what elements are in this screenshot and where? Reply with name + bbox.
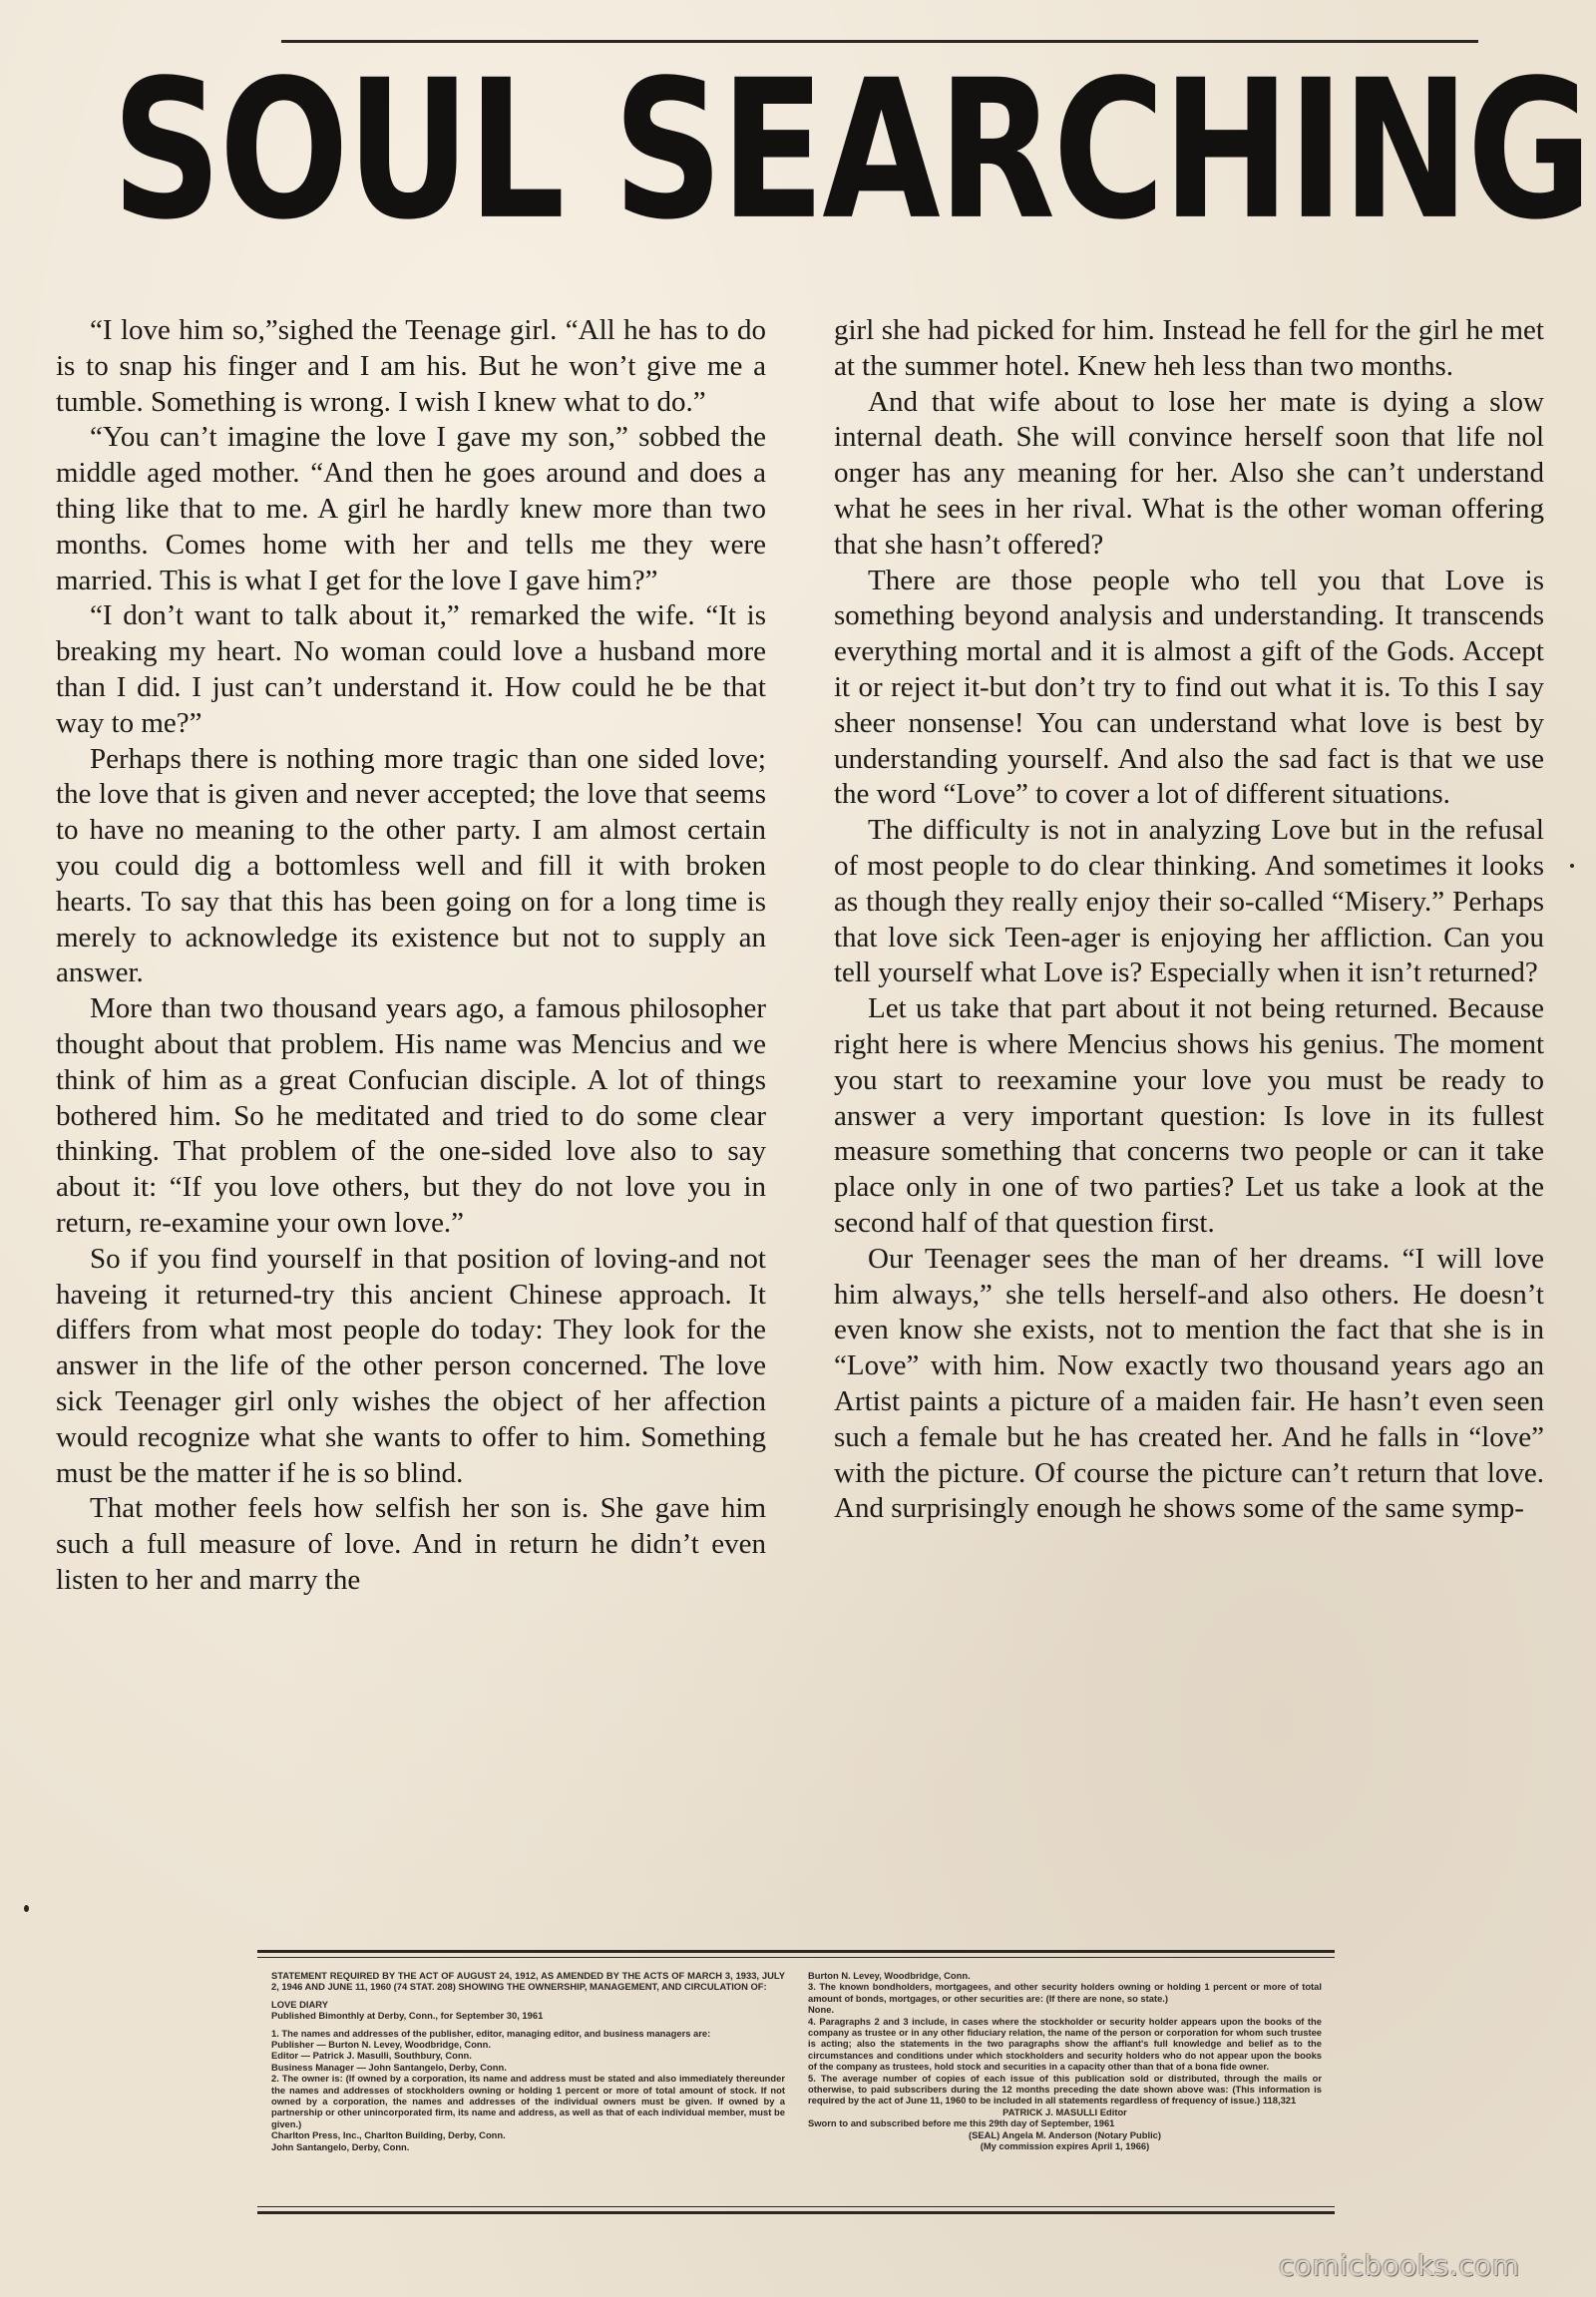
- statement-line: John Santangelo, Derby, Conn.: [271, 2140, 410, 2152]
- statement-signature: PATRICK J. MASULLI Editor: [1002, 2106, 1127, 2117]
- statement-line: 3. The known bondholders, mortgagees, and other security holders owning or holding 1 percent or more of total amount of bonds, mortgages, or other securities are: (If there are none, so state.): [808, 1981, 1322, 2004]
- paragraph: Perhaps there is nothing more tragic than one sided love; the love that is given and never accepted; the love that seems to have no meaning to the other party. I am almost certain you could dig a bottomless well and fill it with broken hearts. To say that this has been going on for a long time is merely to acknowledge its existence but not to supply an answer.: [56, 742, 766, 989]
- statement-line: Editor — Patrick J. Masulli, Southbury, Conn.: [271, 2050, 472, 2062]
- statement-line: Publisher — Burton N. Levey, Woodbridge, Conn.: [271, 2039, 491, 2051]
- paragraph: More than two thousand years ago, a famous philosopher thought about that problem. His name was Mencius and we think of him as a great Confucian disciple. A lot of things bothered him. So he meditated and tried to do some clear thinking. That problem of the one-sided love also to say about it: “If you love others, but they do not love you in return, re-examine your own love.”: [56, 992, 766, 1239]
- statement-right-column: [808, 1970, 1322, 2152]
- statement-line: Burton N. Levey, Woodbridge, Conn.: [808, 1970, 971, 1981]
- paragraph: There are those people who tell you that Love is something beyond analysis and understanding. It transcends everything mortal and it is almost a gift of the Gods. Accept it or reject it-but don’t try to find out what it is. To this I say sheer nonsense! You can understand what love is best by understanding yourself. And also the sad fact is that we use the word “Love” to cover a lot of different situations.: [834, 564, 1544, 811]
- statement-line: Charlton Press, Inc., Charlton Building, Derby, Conn.: [271, 2129, 506, 2141]
- paragraph: girl she had picked for him. Instead he fell for the girl he met at the summer hotel. Knew heh less than two months.: [834, 314, 1544, 382]
- paragraph: So if you find yourself in that position of loving-and not haveing it returned-try this ancient Chinese approach. It differs from what most people do today: They look for the answer in the life of the other person concerned. The love sick Teenager girl only wishes the object of her affection would recognize what she wants to offer to him. Something must be the matter if he is so blind.: [56, 1242, 766, 1489]
- statement-notary: (SEAL) Angela M. Anderson (Notary Public): [968, 2128, 1162, 2140]
- statement-commission: (My commission expires April 1, 1966): [980, 2140, 1150, 2152]
- statement-line: 4. Paragraphs 2 and 3 include, in cases where the stockholder or security holder appears upon the books of the company as trustee or in any other fiduciary relation, the name of the person or corporation for whom such trustee is acting; also the statements in the two paragraphs show the affiant's full knowledge and belief as to the circumstances and conditions under which stockholders and security holders who do not appear upon the books of the company as trustees, hold stock and securities in a capacity other than that of a bona fide owner.: [808, 2015, 1322, 2073]
- statement-line: 2. The owner is: (If owned by a corporation, its name and address must be stated and also immediately thereunder the names and addresses of stockholders owning or holding 1 percent or more of total amount of stock. If not owned by a corporation, the names and addresses of the individual owners must be given. If owned by a partnership or other unincorporated firm, its name and address, as well as that of each individual member, must be given.): [271, 2073, 785, 2129]
- right-column: [834, 313, 1544, 1527]
- paragraph: That mother feels how selfish her son is. She gave him such a full measure of love. And in return he didn’t even listen to her and marry the: [56, 1492, 766, 1596]
- statement-line: Business Manager — John Santangelo, Derby, Conn.: [271, 2061, 507, 2073]
- paragraph: Let us take that part about it not being returned. Because right here is where Mencius shows his genius. The moment you start to reexamine your love you must be ready to answer a very important question: Is love in its fullest measure something that concerns two people or can it take place only in one of two parties? Let us take a look at the second half of that question first.: [834, 992, 1544, 1239]
- watermark-text: comicbooks.com: [1279, 2249, 1520, 2282]
- paragraph: The difficulty is not in analyzing Love but in the refusal of most people to do clear thinking. And sometimes it looks as though they really enjoy their so-called “Misery.” Perhaps that love sick Teen-ager is enjoying her affliction. Can you tell yourself what Love is? Especially when it isn’t returned?: [834, 814, 1544, 989]
- statement-line: 1. The names and addresses of the publisher, editor, managing editor, and business managers are:: [271, 2027, 711, 2039]
- ink-speck: [24, 1905, 29, 1912]
- statement-heading: STATEMENT REQUIRED BY THE ACT OF AUGUST 24, 1912, AS AMENDED BY THE ACTS OF MARCH 3, 1933, JULY 2, 1946 AND JUNE 11, 1960 (74 STAT. 208) SHOWING THE OWNERSHIP, MANAGEMENT, AND CIRCULATION OF:: [271, 1970, 785, 1993]
- paragraph: “I don’t want to talk about it,” remarked the wife. “It is breaking my heart. No woman could love a husband more than I did. I just can’t understand it. How could he be that way to me?”: [56, 599, 766, 739]
- statement-line: 5. The average number of copies of each issue of this publication sold or distributed, through the mails or otherwise, to paid subscribers during the 12 months preceding the date shown above was: (This information is required by the act of June 11, 1960 to be included in all statements regardless of frequency of issue.) 118,321: [808, 2072, 1322, 2106]
- statement-line: None.: [808, 2004, 835, 2016]
- statement-left-column: [271, 1970, 785, 2152]
- left-column: [56, 313, 766, 1599]
- paragraph: “I love him so,”sighed the Teenage girl. “All he has to do is to snap his finger and I am his. But he won’t give me a tumble. Something is wrong. I wish I knew what to do.”: [56, 314, 766, 418]
- ink-speck: [1570, 864, 1574, 868]
- paragraph: Our Teenager sees the man of her dreams. “I will love him always,” she tells herself-and also others. He doesn’t even know she exists, not to mention the fact that she is in “Love” with him. Now exactly two thousand years ago an Artist paints a picture of a maiden fair. He hasn’t even seen such a female but he has created her. And he falls in “love” with the picture. Of course the picture can’t return that love. And surprisingly enough he shows some of the same symp-: [834, 1242, 1544, 1525]
- paragraph: “You can’t imagine the love I gave my son,” sobbed the middle aged mother. “And then he goes around and does a thing like that to me. A girl he hardly knew more than two months. Comes home with her and tells me they were married. This is what I get for the love I gave him?”: [56, 421, 766, 596]
- page-title: SOUL SEARCHING: [112, 38, 1590, 262]
- statement-line: Sworn to and subscribed before me this 29th day of September, 1961: [808, 2117, 1115, 2129]
- statement-line: LOVE DIARY: [271, 1998, 328, 2010]
- ownership-statement-box: [257, 1950, 1335, 2214]
- statement-line: Published Bimonthly at Derby, Conn., for September 30, 1961: [271, 2010, 544, 2022]
- paragraph: And that wife about to lose her mate is dying a slow internal death. She will convince herself soon that life nol onger has any meaning for her. Also she can’t understand what he sees in her rival. What is the other woman offering that she hasn’t offered?: [834, 385, 1544, 561]
